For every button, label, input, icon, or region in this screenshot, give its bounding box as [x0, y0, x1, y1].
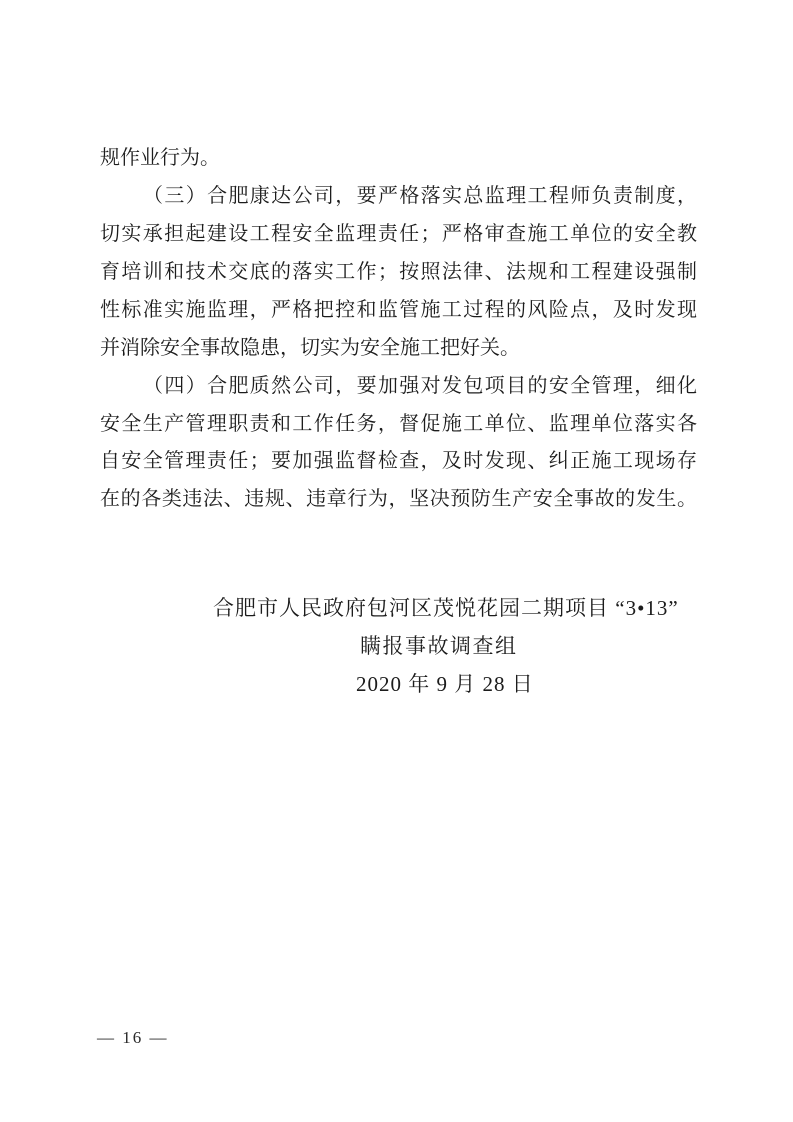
body-line: 安全生产管理职责和工作任务，督促施工单位、监理单位落实各: [100, 413, 697, 435]
body-line: 性标准实施监理，严格把控和监管施工过程的风险点，及时发现: [100, 299, 697, 321]
body-line: 在的各类违法、违规、违章行为，坚决预防生产安全事故的发生。: [100, 488, 697, 510]
page-number: — 16 —: [97, 1028, 169, 1047]
body-line: 切实承担起建设工程安全监理责任；严格审查施工单位的安全教: [100, 223, 697, 245]
body-line: 育培训和技术交底的落实工作；按照法律、法规和工程建设强制: [100, 261, 697, 283]
body-line: 自安全管理责任；要加强监督检查，及时发现、纠正施工现场存: [100, 450, 697, 472]
signature-org-line2: 瞒报事故调查组: [360, 634, 518, 658]
body-line: 规作业行为。: [100, 147, 220, 169]
signature-date: 2020 年 9 月 28 日: [356, 672, 534, 696]
body-line: （三）合肥康达公司，要严格落实总监理工程师负责制度，: [143, 185, 697, 207]
body-line: 并消除安全事故隐患，切实为安全施工把好关。: [100, 337, 520, 359]
signature-org-line1: 合肥市人民政府包河区茂悦花园二期项目 “3•13”: [213, 596, 679, 620]
body-line: （四）合肥质然公司，要加强对发包项目的安全管理，细化: [143, 375, 697, 397]
